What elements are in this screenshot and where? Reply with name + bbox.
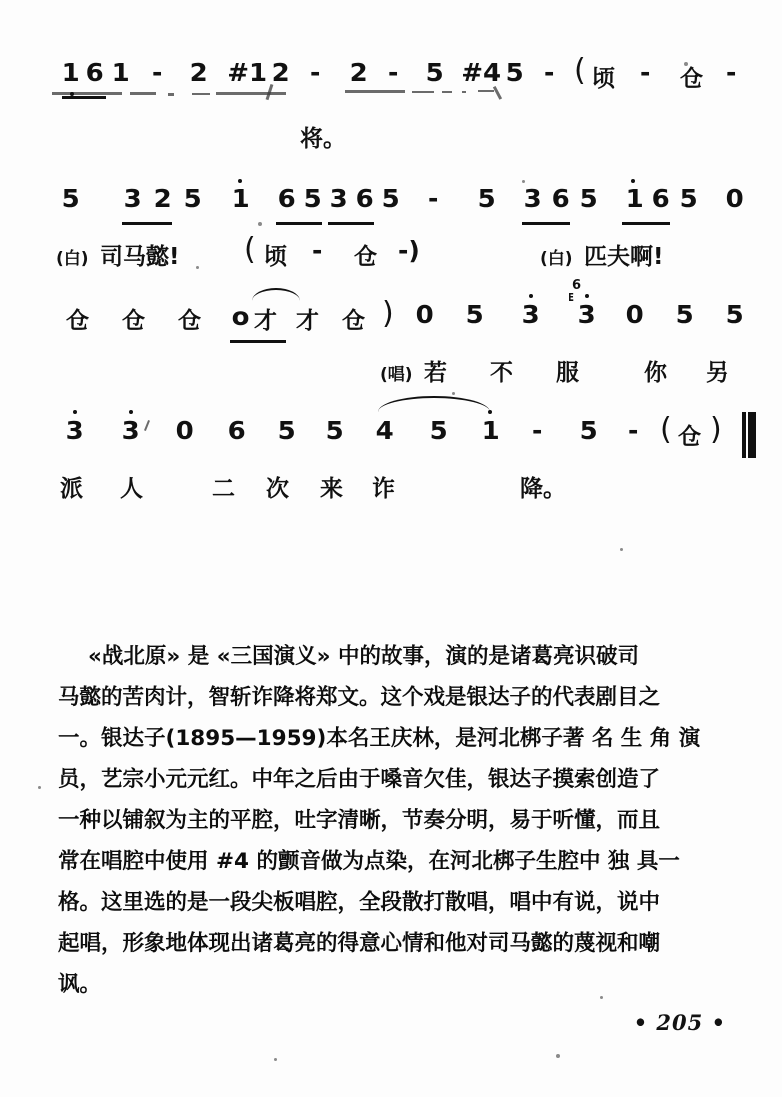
spoken-marker: (白) xyxy=(540,249,573,269)
commentary-line: 格。这里选的是一段尖板唱腔，全段散打散唱，唱中有说，说中 xyxy=(58,890,661,915)
commentary-line: 常在唱腔中使用 #4 的颤音做为点染，在河北梆子生腔中 独 具一 xyxy=(58,849,680,874)
octave-up-dot xyxy=(238,179,242,183)
lyric-syllable: 将。 xyxy=(300,126,346,152)
grace-note-tail-icon: ᴇ xyxy=(568,288,575,305)
note: 2 xyxy=(189,58,208,87)
octave-up-dot xyxy=(585,294,589,298)
note: 2 xyxy=(153,184,172,213)
beam xyxy=(62,96,106,99)
note: 5 xyxy=(381,184,400,213)
percussion-dash: - xyxy=(312,236,323,265)
lyric-syllable: 人 xyxy=(120,476,143,502)
percussion-syllable: 才 xyxy=(254,308,277,334)
commentary-body xyxy=(58,636,730,1005)
note: 6 xyxy=(551,184,570,213)
lyric-syllable: 你 xyxy=(644,360,667,386)
note: 4 xyxy=(375,416,394,445)
speck xyxy=(38,786,41,789)
lyric-syllable: 另 xyxy=(706,360,729,386)
lyrics-row-4 xyxy=(0,468,782,512)
musical-score xyxy=(0,53,782,512)
note: 6 xyxy=(651,184,670,213)
commentary-line: 一。银达子(1895—1959)本名王庆林，是河北梆子著 名 生 角 演 xyxy=(58,726,701,751)
beam xyxy=(622,222,670,225)
beam xyxy=(522,222,570,225)
note: 2 xyxy=(271,58,290,87)
percussion-syllable: 仓 xyxy=(354,244,377,270)
lyric-syllable: 来 xyxy=(320,476,343,502)
percussion-syllable: 仓 xyxy=(680,66,703,92)
octave-up-dot xyxy=(73,410,77,414)
note: 5 xyxy=(183,184,202,213)
note-rest: 0 xyxy=(625,300,644,329)
note-sustain-dash: - xyxy=(532,416,543,445)
percussion-syllable: 顷 xyxy=(592,66,615,92)
note-rest: 0 xyxy=(415,300,434,329)
commentary-line: 员，艺宗小元元红。中年之后由于嗓音欠佳，银达子摸索创造了 xyxy=(58,767,661,792)
note-sustain-dash: - xyxy=(544,58,555,87)
percussion-syllable: 仓 xyxy=(178,308,201,334)
percussion-close-paren: ) xyxy=(710,412,722,447)
percussion-rest: o xyxy=(231,302,250,331)
lyrics-row-3 xyxy=(0,352,782,396)
beam xyxy=(122,222,172,225)
note: 3 xyxy=(329,184,348,213)
note: 2 xyxy=(349,58,368,87)
lyric-syllable: 匹夫啊! xyxy=(584,244,664,270)
note: 6 xyxy=(277,184,296,213)
beam xyxy=(328,222,374,225)
note-rest: 0 xyxy=(725,184,744,213)
note: 5 xyxy=(579,184,598,213)
note: 5 xyxy=(303,184,322,213)
notes-row-2 xyxy=(0,184,782,236)
lyrics-row-1 xyxy=(0,110,782,170)
percussion-dash-close: -) xyxy=(398,236,420,265)
note: 5 xyxy=(277,416,296,445)
percussion-syllable: 顷 xyxy=(264,244,287,270)
note: 3 xyxy=(123,184,142,213)
lyric-syllable: 次 xyxy=(266,476,289,502)
speck xyxy=(620,548,623,551)
final-barline-thin xyxy=(742,412,746,458)
note: 3 xyxy=(121,416,140,445)
note: 5 xyxy=(61,184,80,213)
percussion-syllable: 仓 xyxy=(66,308,89,334)
note: 5 xyxy=(325,416,344,445)
note: 5 xyxy=(465,300,484,329)
beam xyxy=(230,340,286,343)
speck xyxy=(556,1054,560,1058)
octave-up-dot xyxy=(529,294,533,298)
commentary-line: 一种以铺叙为主的平腔，吐字清晰，节奏分明，易于听懂，而且 xyxy=(58,808,661,833)
percussion-open-paren: ( xyxy=(574,53,586,88)
commentary-line: «战北原» 是 «三国演义» 中的故事，演的是诸葛亮识破司 xyxy=(58,644,639,669)
octave-up-dot xyxy=(631,179,635,183)
notes-row-4 xyxy=(0,412,782,468)
lyrics-row-2 xyxy=(0,232,782,280)
page-number: • 205 • xyxy=(633,1010,726,1035)
lyric-syllable: 司马懿! xyxy=(100,244,180,270)
note: 6 xyxy=(227,416,246,445)
slur xyxy=(252,288,300,301)
commentary-line: 讽。 xyxy=(58,972,102,997)
grace-note-6: 6 xyxy=(572,278,582,293)
note: 5 xyxy=(679,184,698,213)
scan-artifact-tick-3 xyxy=(144,420,150,431)
note-sharp-1: #1 xyxy=(227,58,268,87)
note: 5 xyxy=(725,300,744,329)
note: 5 xyxy=(675,300,694,329)
lyric-syllable: 派 xyxy=(60,476,83,502)
score-system-4 xyxy=(0,412,782,512)
note: 1 xyxy=(481,416,500,445)
note: 6 xyxy=(355,184,374,213)
note-sustain-dash: - xyxy=(428,184,439,213)
note: 3 xyxy=(523,184,542,213)
lyric-syllable: 不 xyxy=(490,360,513,386)
note: 5 xyxy=(429,416,448,445)
score-system-3 xyxy=(0,278,782,396)
percussion-syllable: 仓 xyxy=(342,308,365,334)
note-sharp-4: #4 xyxy=(461,58,502,87)
percussion-dash: - xyxy=(726,58,737,87)
commentary-line: 起唱，形象地体现出诸葛亮的得意心情和他对司马懿的蔑视和嘲 xyxy=(58,931,661,956)
octave-up-dot xyxy=(488,410,492,414)
percussion-dash: - xyxy=(640,58,651,87)
note: 3 xyxy=(521,300,540,329)
note: 3 xyxy=(65,416,84,445)
percussion-close-paren: ) xyxy=(382,296,394,331)
note-sustain-dash: - xyxy=(152,58,163,87)
note-sustain-dash: - xyxy=(388,58,399,87)
percussion-open-paren: ( xyxy=(660,412,672,447)
lyric-syllable: 服 xyxy=(556,360,579,386)
note-rest: 0 xyxy=(175,416,194,445)
note: 5 xyxy=(505,58,524,87)
score-system-2 xyxy=(0,184,782,280)
note: 3 xyxy=(577,300,596,329)
note: 5 xyxy=(579,416,598,445)
speck xyxy=(274,1058,277,1061)
note: 6 xyxy=(85,58,104,87)
spoken-marker: (白) xyxy=(56,249,89,269)
lyric-syllable: 二 xyxy=(212,476,235,502)
final-barline-thick xyxy=(748,412,756,458)
beam xyxy=(276,222,322,225)
lyric-syllable: 降。 xyxy=(520,476,566,502)
note-sustain-dash: - xyxy=(628,416,639,445)
note-sustain-dash: - xyxy=(310,58,321,87)
note: 5 xyxy=(425,58,444,87)
lyric-syllable: 若 xyxy=(424,360,447,386)
lyric-syllable: 诈 xyxy=(372,476,395,502)
notes-row-1 xyxy=(0,53,782,110)
commentary-line: 马懿的苦肉计，智斩诈降将郑文。这个戏是银达子的代表剧目之 xyxy=(58,685,661,710)
score-system-1 xyxy=(0,53,782,170)
percussion-syllable: 仓 xyxy=(122,308,145,334)
note: 1 xyxy=(625,184,644,213)
octave-up-dot xyxy=(129,410,133,414)
note: 1 xyxy=(111,58,130,87)
percussion-open-paren: ( xyxy=(244,232,256,267)
note: 1 xyxy=(61,58,80,87)
sung-marker: (唱) xyxy=(380,365,413,385)
commentary-paragraph xyxy=(58,636,730,1005)
percussion-syllable: 仓 xyxy=(678,424,701,450)
note: 5 xyxy=(477,184,496,213)
notes-row-3 xyxy=(0,278,782,352)
slur xyxy=(378,396,490,412)
percussion-syllable: 才 xyxy=(296,308,319,334)
note: 1 xyxy=(231,184,250,213)
